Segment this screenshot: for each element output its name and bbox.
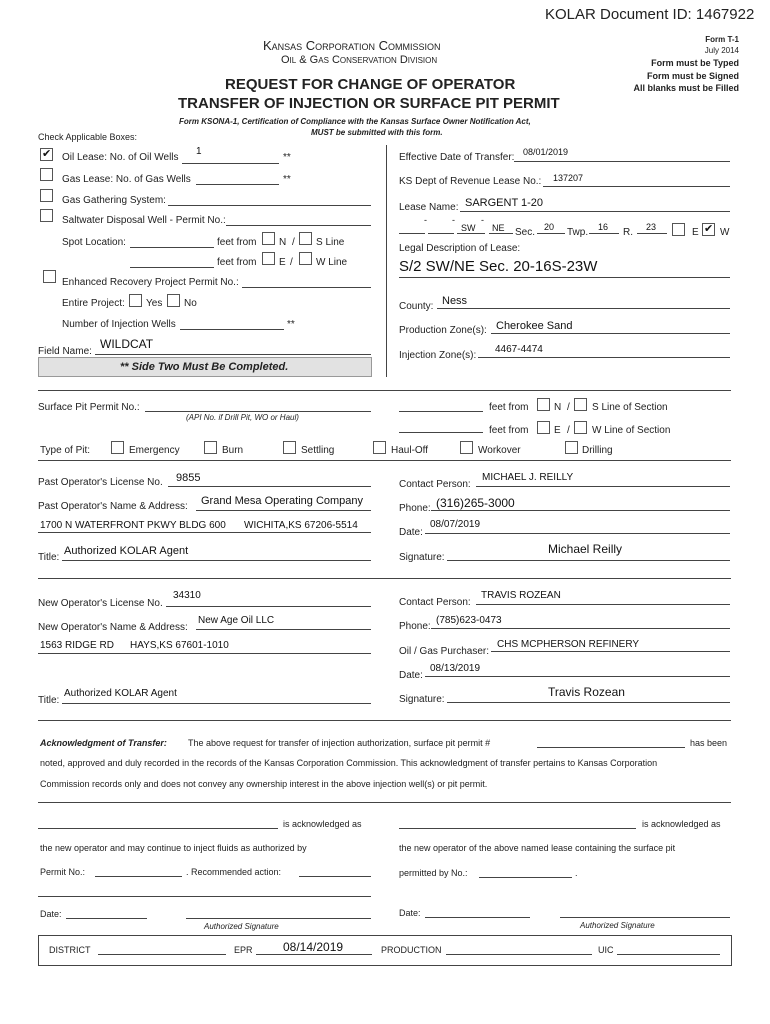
past-license-value: 9855 [176, 472, 201, 484]
injection-zone-label: Injection Zone(s): [399, 350, 477, 361]
form-code: Form T-1 [705, 35, 739, 44]
spot-e-checkbox[interactable] [262, 252, 275, 265]
ack-text-2: noted, approved and duly recorded in the records of the Kansas Corporation Commission. This acknowledgment of transfer pertains to Kansas Corporation [40, 758, 658, 768]
pit-type-emergency: Emergency [129, 445, 180, 456]
slash: / [292, 237, 295, 248]
ack-permit-no-label: Permit No.: [40, 867, 86, 877]
past-name-label: Past Operator's Name & Address: [38, 501, 188, 512]
oil-wells-stars: ** [283, 152, 291, 163]
entire-project-yes-label: Yes [146, 298, 163, 309]
enhanced-recovery-label: Enhanced Recovery Project Permit No.: [62, 277, 239, 288]
footer-epr-value: 08/14/2019 [283, 940, 344, 954]
past-signature-value: Michael Reilly [548, 542, 623, 556]
spot-feet-from-2: feet from [217, 257, 257, 268]
pit-s-label: S Line of Section [592, 402, 668, 413]
new-name-label: New Operator's Name & Address: [38, 622, 188, 633]
lease-name-value: SARGENT 1-20 [465, 197, 544, 209]
past-phone-value: (316)265-3000 [436, 496, 515, 510]
pit-type-hauloff: Haul-Off [391, 445, 429, 456]
new-license-value: 34310 [173, 590, 201, 601]
past-license-label: Past Operator's License No. [38, 477, 163, 488]
range-label: R. [623, 227, 633, 238]
ack-right-text: the new operator of the above named lease containing the surface pit [399, 843, 676, 853]
new-contact-value: TRAVIS ROZEAN [481, 590, 561, 601]
past-date-value: 08/07/2019 [430, 519, 481, 530]
spot-w-checkbox[interactable] [299, 252, 312, 265]
pit-type-emergency-checkbox[interactable] [111, 441, 124, 454]
past-date-label: Date: [399, 527, 423, 538]
past-signature-label: Signature: [399, 552, 445, 563]
gas-gathering-checkbox[interactable] [40, 189, 53, 202]
spot-s-label: S Line [316, 237, 345, 248]
ack-permitted-by-label: permitted by No.: [399, 868, 468, 878]
enhanced-recovery-checkbox[interactable] [43, 270, 56, 283]
field-name-label: Field Name: [38, 346, 92, 357]
new-address: 1563 RIDGE RD [40, 640, 114, 651]
check-boxes-label: Check Applicable Boxes: [38, 132, 138, 142]
ack-left-date-label: Date: [40, 909, 62, 919]
twp-value: 16 [598, 222, 609, 232]
pit-s-checkbox[interactable] [574, 398, 587, 411]
pit-feet-from-1: feet from [489, 402, 529, 413]
form-title-line2: TRANSFER OF INJECTION OR SURFACE PIT PERMIT [178, 95, 560, 112]
injection-wells-label: Number of Injection Wells [62, 319, 176, 330]
ack-left-is-ack: is acknowledged as [283, 819, 362, 829]
legal-desc-label: Legal Description of Lease: [399, 243, 521, 254]
spot-s-checkbox[interactable] [299, 232, 312, 245]
form-note-typed: Form must be Typed [651, 58, 739, 68]
pit-type-workover: Workover [478, 445, 521, 456]
footer-production-label: PRODUCTION [381, 945, 442, 955]
pit-type-settling-checkbox[interactable] [283, 441, 296, 454]
sec-value: 20 [544, 222, 555, 232]
ack-right-date-label: Date: [399, 908, 421, 918]
form-note-signed: Form must be Signed [646, 71, 739, 81]
quarter-dash-2: - [452, 215, 455, 225]
form-title-line1: REQUEST FOR CHANGE OF OPERATOR [225, 76, 516, 93]
ack-recommended-label: . Recommended action: [186, 867, 282, 877]
entire-project-label: Entire Project: [62, 298, 125, 309]
lease-name-label: Lease Name: [399, 202, 459, 213]
pit-type-workover-checkbox[interactable] [460, 441, 473, 454]
pit-type-drilling: Drilling [582, 445, 613, 456]
spot-e-label: E [279, 257, 286, 268]
pit-type-label: Type of Pit: [40, 445, 91, 456]
past-address: 1700 N WATERFRONT PKWY BLDG 600 [40, 520, 226, 531]
range-e-checkbox[interactable] [672, 223, 685, 236]
form-note-filled: All blanks must be Filled [633, 83, 739, 93]
past-title-label: Title: [38, 552, 60, 563]
pit-permit-label: Surface Pit Permit No.: [38, 402, 140, 413]
ack-right-auth-sig: Authorized Signature [580, 921, 655, 930]
ack-has-been: has been [690, 738, 728, 748]
agency-name: Kansas Corporation Commission [263, 38, 441, 53]
new-contact-label: Contact Person: [399, 597, 471, 608]
new-title-value: Authorized KOLAR Agent [64, 688, 177, 699]
range-e-label: E [692, 227, 699, 238]
slash: / [567, 425, 570, 436]
pit-type-settling: Settling [301, 445, 335, 456]
quarter-sw: SW [461, 223, 476, 233]
county-value: Ness [442, 295, 468, 307]
new-date-label: Date: [399, 670, 423, 681]
gas-lease-checkbox[interactable] [40, 168, 53, 181]
side-two-text: ** Side Two Must Be Completed. [120, 361, 289, 373]
gas-lease-label: Gas Lease: No. of Gas Wells [62, 174, 191, 185]
form-subtitle-line1: Form KSONA-1, Certification of Compliance with the Kansas Surface Owner Notification Act, [179, 117, 531, 126]
document-id: KOLAR Document ID: 1467922 [545, 6, 755, 23]
pit-type-hauloff-checkbox[interactable] [373, 441, 386, 454]
ack-heading: Acknowledgment of Transfer: [40, 738, 167, 748]
field-name-value: WILDCAT [100, 337, 154, 351]
production-zone-value: Cherokee Sand [496, 320, 573, 332]
past-name-value: Grand Mesa Operating Company [201, 495, 364, 507]
ack-period: . [575, 868, 578, 878]
footer-uic-label: UIC [598, 945, 614, 955]
pit-w-checkbox[interactable] [574, 421, 587, 434]
pit-api-note: (API No. if Drill Pit, WO or Haul) [186, 413, 299, 422]
pit-w-label: W Line of Section [592, 425, 671, 436]
range-value: 23 [646, 222, 657, 232]
new-signature-value: Travis Rozean [548, 685, 625, 699]
range-w-label: W [720, 227, 730, 238]
past-title-value: Authorized KOLAR Agent [64, 545, 189, 557]
spot-n-checkbox[interactable] [262, 232, 275, 245]
ack-text-3: Commission records only and does not convey any ownership interest in the above injection well(s) or pit permit. [40, 779, 488, 789]
injection-zone-value: 4467-4474 [495, 344, 543, 355]
quarter-ne: NE [492, 223, 505, 233]
pit-type-burn-checkbox[interactable] [204, 441, 217, 454]
swd-label: Saltwater Disposal Well - Permit No.: [62, 215, 226, 226]
new-title-label: Title: [38, 695, 60, 706]
pit-type-drilling-checkbox[interactable] [565, 441, 578, 454]
new-license-label: New Operator's License No. [38, 598, 163, 609]
oil-wells-value: 1 [196, 146, 202, 157]
new-date-value: 08/13/2019 [430, 663, 481, 674]
pit-e-checkbox[interactable] [537, 421, 550, 434]
pit-feet-from-2: feet from [489, 425, 529, 436]
gas-gathering-label: Gas Gathering System: [62, 195, 166, 206]
oil-lease-checkbox[interactable] [40, 148, 53, 161]
footer-district-label: DISTRICT [49, 945, 91, 955]
entire-project-yes-checkbox[interactable] [129, 294, 142, 307]
spot-feet-from-1: feet from [217, 237, 257, 248]
past-contact-label: Contact Person: [399, 479, 471, 490]
ks-lease-value: 137207 [553, 173, 584, 183]
legal-desc-value: S/2 SW/NE Sec. 20-16S-23W [399, 258, 598, 275]
new-name-value: New Age Oil LLC [198, 615, 275, 626]
pit-n-label: N [554, 402, 562, 413]
quarter-dash-1: - [424, 215, 427, 225]
new-purchaser-value: CHS MCPHERSON REFINERY [497, 639, 640, 650]
injection-wells-stars: ** [287, 319, 295, 330]
new-signature-label: Signature: [399, 694, 445, 705]
quarter-dash-3: - [481, 215, 484, 225]
footer-epr-label: EPR [234, 945, 253, 955]
gas-wells-stars: ** [283, 174, 291, 185]
pit-n-checkbox[interactable] [537, 398, 550, 411]
past-phone-label: Phone: [399, 503, 431, 514]
ack-left-auth-sig: Authorized Signature [204, 922, 279, 931]
slash: / [290, 257, 293, 268]
production-zone-label: Production Zone(s): [399, 325, 487, 336]
range-w-checkbox[interactable] [702, 223, 715, 236]
pit-type-burn: Burn [222, 445, 244, 456]
sec-label: Sec. [515, 227, 536, 238]
effective-date-value: 08/01/2019 [523, 147, 569, 157]
spot-w-label: W Line [316, 257, 348, 268]
ack-text-1: The above request for transfer of injection authorization, surface pit permit # [188, 738, 491, 748]
ack-right-is-ack: is acknowledged as [642, 819, 721, 829]
entire-project-no-label: No [184, 298, 197, 309]
slash: / [567, 402, 570, 413]
form-date: July 2014 [704, 46, 739, 55]
new-phone-label: Phone: [399, 621, 431, 632]
new-city: HAYS,KS 67601-1010 [130, 640, 229, 651]
new-purchaser-label: Oil / Gas Purchaser: [399, 646, 490, 657]
twp-label: Twp. [567, 227, 589, 238]
new-phone-value: (785)623-0473 [436, 615, 502, 626]
entire-project-no-checkbox[interactable] [167, 294, 180, 307]
ks-lease-label: KS Dept of Revenue Lease No.: [399, 176, 542, 187]
form-subtitle-line2: MUST be submitted with this form. [311, 128, 443, 137]
spot-n-label: N [279, 237, 287, 248]
past-city: WICHITA,KS 67206-5514 [244, 520, 358, 531]
spot-location-label: Spot Location: [62, 237, 126, 248]
oil-lease-label: Oil Lease: No. of Oil Wells [62, 152, 179, 163]
swd-checkbox[interactable] [40, 209, 53, 222]
effective-date-label: Effective Date of Transfer: [399, 152, 515, 163]
pit-e-label: E [554, 425, 561, 436]
county-label: County: [399, 301, 434, 312]
past-contact-value: MICHAEL J. REILLY [482, 472, 574, 483]
division-name: Oil & Gas Conservation Division [281, 54, 438, 66]
ack-left-text: the new operator and may continue to inject fluids as authorized by [40, 843, 307, 853]
